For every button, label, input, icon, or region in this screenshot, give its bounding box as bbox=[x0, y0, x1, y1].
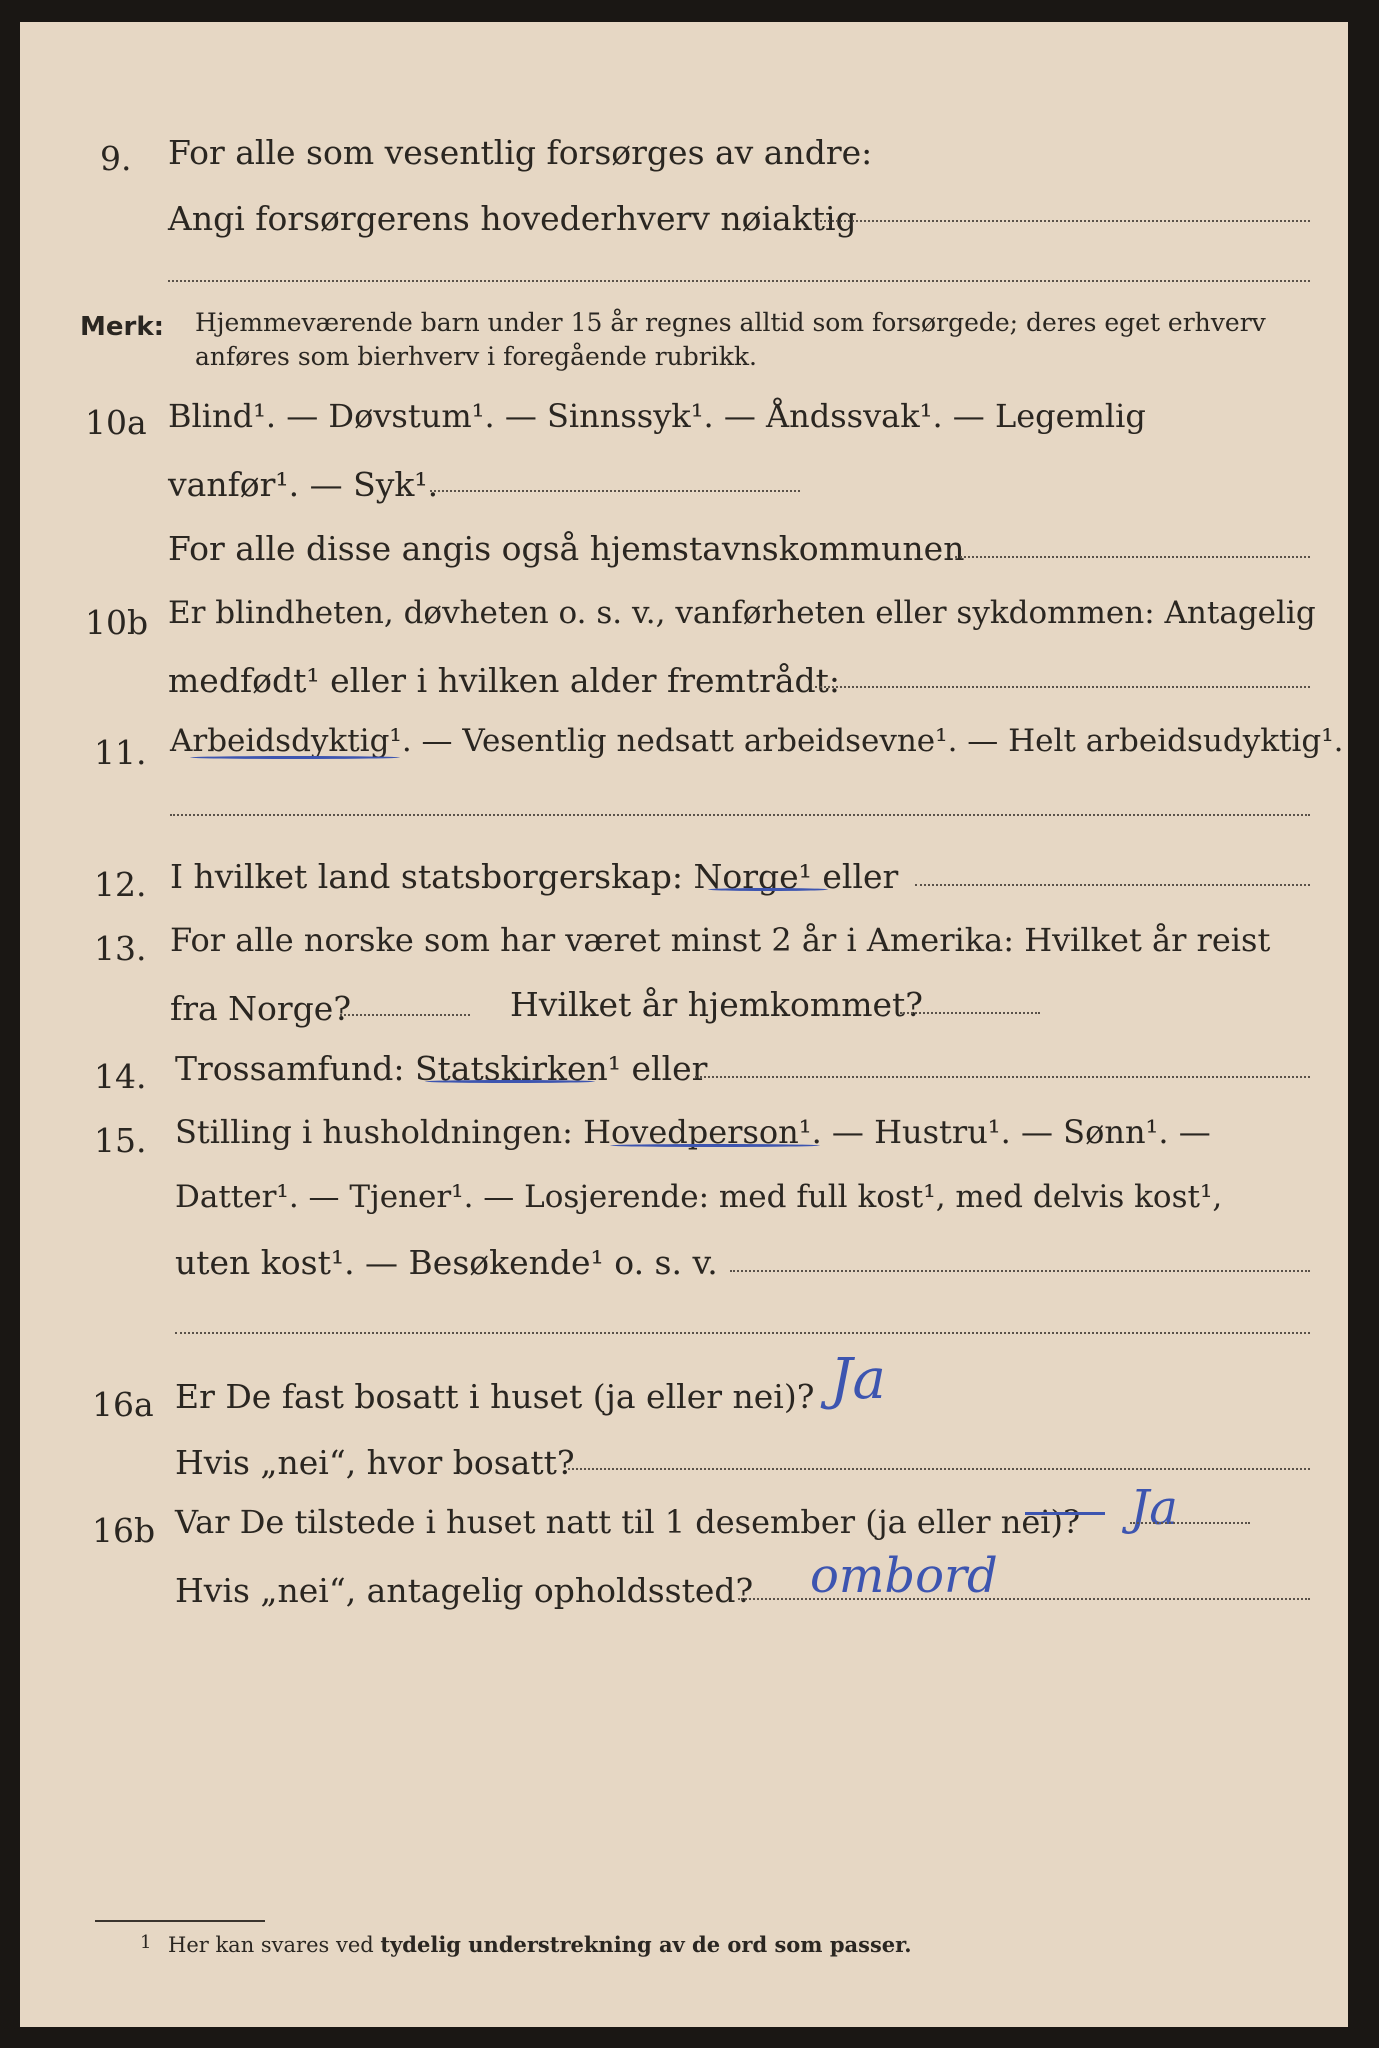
item-10b-number: 10b bbox=[85, 603, 149, 642]
item-11-answer-line bbox=[170, 814, 1310, 816]
item-15-answer-line-2 bbox=[175, 1332, 1310, 1334]
item-16a-handwritten-answer: Ja bbox=[830, 1347, 886, 1412]
item-11-underline-mark bbox=[190, 756, 400, 759]
item-16b-location-prompt: Hvis „nei“, antagelig opholdssted? bbox=[175, 1571, 754, 1610]
item-10a-municipality-line bbox=[955, 556, 1310, 558]
item-9-answer-line bbox=[820, 220, 1310, 222]
item-13-departure-line bbox=[340, 1014, 470, 1016]
item-16b-number: 16b bbox=[92, 1511, 156, 1550]
item-16b-question: Var De tilstede i huset natt til 1 desember (ja eller nei)? bbox=[175, 1503, 1081, 1541]
item-16a-question: Er De fast bosatt i huset (ja eller nei)? bbox=[175, 1377, 815, 1416]
item-14-underline-mark bbox=[425, 1080, 595, 1083]
item-10a-municipality-prompt: For alle disse angis også hjemstavnskommunen bbox=[168, 529, 965, 568]
footnote-rule bbox=[95, 1920, 265, 1922]
item-9-question: For alle som vesentlig forsørges av andre: bbox=[168, 133, 873, 172]
item-9-answer-line-2 bbox=[168, 280, 1310, 282]
item-10a-options-2: vanfør¹. — Syk¹. bbox=[168, 465, 439, 504]
item-10a-answer-line bbox=[430, 490, 800, 492]
item-16a-residence-prompt: Hvis „nei“, hvor bosatt? bbox=[175, 1443, 575, 1482]
census-form-page bbox=[20, 22, 1348, 2027]
item-14-question: Trossamfund: Statskirken¹ eller bbox=[175, 1049, 708, 1088]
item-15-options-2: Datter¹. — Tjener¹. — Losjerende: med full kost¹, med delvis kost¹, bbox=[175, 1179, 1223, 1215]
item-13-number: 13. bbox=[94, 929, 147, 968]
item-10b-answer-line bbox=[815, 686, 1310, 688]
item-16b-handwritten-location: ombord bbox=[810, 1548, 998, 1604]
item-15-underline-mark bbox=[610, 1144, 820, 1147]
note-text-1: Hjemmeværende barn under 15 år regnes alltid som forsørgede; deres eget erhverv bbox=[195, 308, 1266, 337]
item-14-number: 14. bbox=[94, 1057, 147, 1096]
footnote-marker: 1 bbox=[140, 1932, 152, 1953]
item-13-return-line bbox=[900, 1012, 1040, 1014]
item-10a-number: 10a bbox=[85, 403, 147, 442]
item-13-question: For alle norske som har været minst 2 år i Amerika: Hvilket år reist bbox=[170, 921, 1271, 959]
item-12-question: I hvilket land statsborgerskap: Norge¹ eller bbox=[170, 857, 899, 896]
item-9-prompt: Angi forsørgerens hovederhverv nøiaktig bbox=[168, 199, 857, 238]
item-16a-number: 16a bbox=[92, 1385, 154, 1424]
item-10b-prompt: medfødt¹ eller i hvilken alder fremtrådt: bbox=[168, 661, 841, 700]
item-15-answer-line bbox=[730, 1270, 1310, 1272]
item-12-underline-mark bbox=[708, 888, 828, 891]
item-15-options: Stilling i husholdningen: Hovedperson¹. — Hustru¹. — Sønn¹. — bbox=[175, 1113, 1211, 1151]
item-11-options: Arbeidsdyktig¹. — Vesentlig nedsatt arbeidsevne¹. — Helt arbeidsudyktig¹. bbox=[170, 723, 1344, 759]
item-9-number: 9. bbox=[100, 139, 132, 178]
item-15-number: 15. bbox=[94, 1121, 147, 1160]
note-label: Merk: bbox=[80, 312, 165, 342]
note-text-2: anføres som bierhverv i foregående rubrikk. bbox=[195, 342, 757, 371]
item-16b-underline-mark bbox=[1025, 1512, 1105, 1515]
item-16a-residence-line bbox=[568, 1468, 1310, 1470]
item-16b-answer-line bbox=[1130, 1522, 1250, 1524]
footnote-text bbox=[168, 1934, 912, 1956]
footnote-text-plain: Her kan svares ved bbox=[168, 1933, 381, 1957]
item-16b-handwritten-answer: Ja bbox=[1130, 1480, 1178, 1536]
item-14-answer-line bbox=[695, 1076, 1310, 1078]
item-15-options-3: uten kost¹. — Besøkende¹ o. s. v. bbox=[175, 1243, 718, 1282]
footnote-text-bold: tydelig understrekning av de ord som passer. bbox=[380, 1932, 912, 1957]
item-11-number: 11. bbox=[94, 733, 147, 772]
item-12-number: 12. bbox=[94, 865, 147, 904]
item-12-answer-line bbox=[915, 884, 1310, 886]
item-10a-options: Blind¹. — Døvstum¹. — Sinnssyk¹. — Åndssvak¹. — Legemlig bbox=[168, 397, 1146, 435]
item-10b-question: Er blindheten, døvheten o. s. v., vanførheten eller sykdommen: Antagelig bbox=[168, 595, 1316, 631]
item-13-departure-prompt: fra Norge? bbox=[170, 989, 352, 1028]
item-13-return-prompt: Hvilket år hjemkommet? bbox=[510, 985, 923, 1024]
